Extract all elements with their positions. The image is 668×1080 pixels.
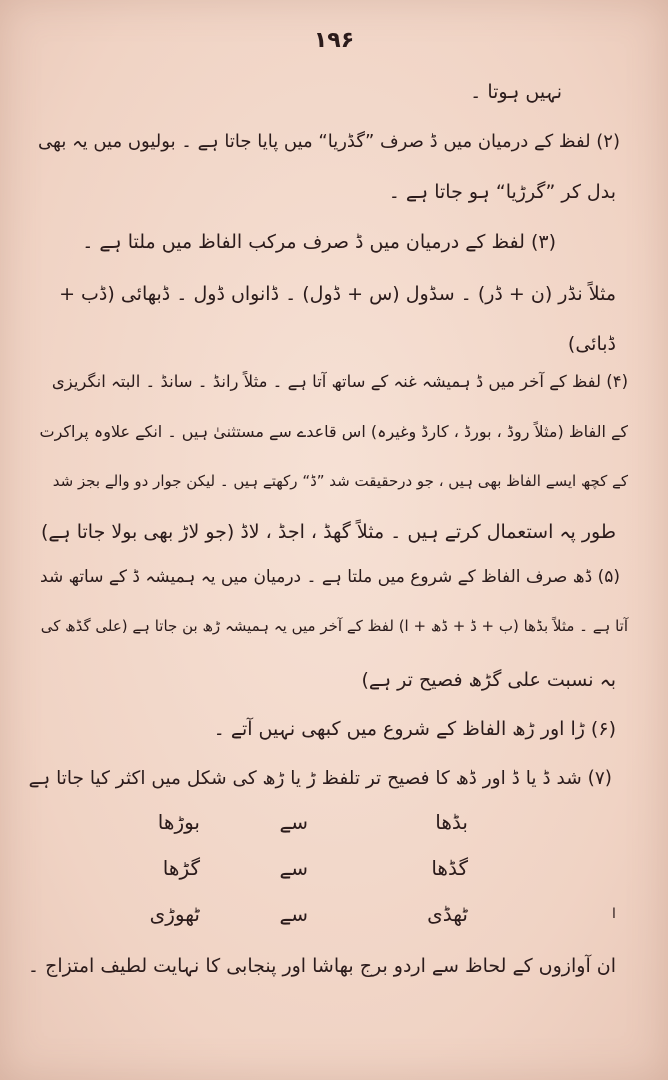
table-row-1-left: بڈھا: [435, 810, 468, 834]
text-line-8: کے الفاظ (مثلاً روڈ ، بورڈ ، کارڈ وغیرہ) اس قاعدے سے مستثنیٰ ہیں ۔ انکے علاوہ پراکرت: [39, 422, 628, 441]
table-row-1-mid: سے: [279, 810, 308, 834]
text-line-9: کے کچھ ایسے الفاظ بھی ہیں ، جو درحقیقت شد ”ڈ“ رکھتے ہیں ۔ لیکن جوار دو والے بجز شد: [52, 472, 628, 490]
text-line-1: نہیں ہوتا ۔: [470, 81, 562, 103]
text-line-10: طور پہ استعمال کرتے ہیں ۔ مثلاً گھڈ ، اجڈ ، لاڈ (جو لاڑ بھی بولا جاتا ہے): [41, 521, 616, 543]
text-line-7: (۴) لفظ کے آخر میں ڈ ہمیشہ غنہ کے ساتھ آتا ہے ۔ مثلاً رانڈ ۔ سانڈ ۔ البتہ انگریزی: [51, 372, 628, 391]
text-line-12: آتا ہے ۔ مثلاً بڈھا (ب + ڈ + ڈھ + ا) لفظ کے آخر میں یہ ہمیشہ ڑھ بن جاتا ہے (علی گڈھ کی: [40, 617, 628, 635]
table-row-2-left: گڈھا: [431, 856, 468, 880]
text-line-2: (۲) لفظ کے درمیان میں ڈ صرف ”گڈریا“ میں پایا جاتا ہے ۔ بولیوں میں یہ بھی: [38, 131, 620, 152]
text-line-4: (۳) لفظ کے درمیان میں ڈ صرف مرکب الفاظ میں ملتا ہے ۔: [82, 231, 556, 253]
text-line-14: (۶) ڑا اور ڑھ الفاظ کے شروع میں کبھی نہیں آتے ۔: [213, 718, 616, 740]
text-line-15: (۷) شد ڈ یا ڈ اور ڈھ کا فصیح تر تلفظ ڑ یا ڑھ کی شکل میں اکثر کیا جاتا ہے: [28, 768, 612, 789]
text-line-5: مثلاً نڈر (ن + ڈر) ۔ سڈول (س + ڈول) ۔ ڈانواں ڈول ۔ ڈبھائی (ڈب +: [59, 283, 616, 305]
table-row-3-mid: سے: [279, 902, 308, 926]
margin-mark: ا: [612, 906, 616, 922]
text-line-16: ان آوازوں کے لحاظ سے اردو برج بھاشا اور پنجابی کا نہایت لطیف امتزاج ۔: [27, 955, 616, 977]
table-row-3-right: ٹھوڑی: [149, 902, 200, 926]
table-row-3-left: ٹھڈی: [427, 902, 468, 926]
table-row-2-mid: سے: [279, 856, 308, 880]
table-row-2-right: گڑھا: [162, 856, 200, 880]
text-line-3: بدل کر ”گرڑیا“ ہو جاتا ہے ۔: [388, 181, 616, 203]
text-line-11: (۵) ڈھ صرف الفاظ کے شروع میں ملتا ہے ۔ درمیان میں یہ ہمیشہ ڈ کے ساتھ شد: [40, 567, 620, 587]
table-row-1-right: بوڑھا: [157, 810, 200, 834]
page-number: ۱۹۶: [313, 28, 355, 53]
text-line-6: ڈبائی): [567, 333, 616, 355]
text-line-13: بہ نسبت علی گڑھ فصیح تر ہے): [361, 669, 616, 691]
